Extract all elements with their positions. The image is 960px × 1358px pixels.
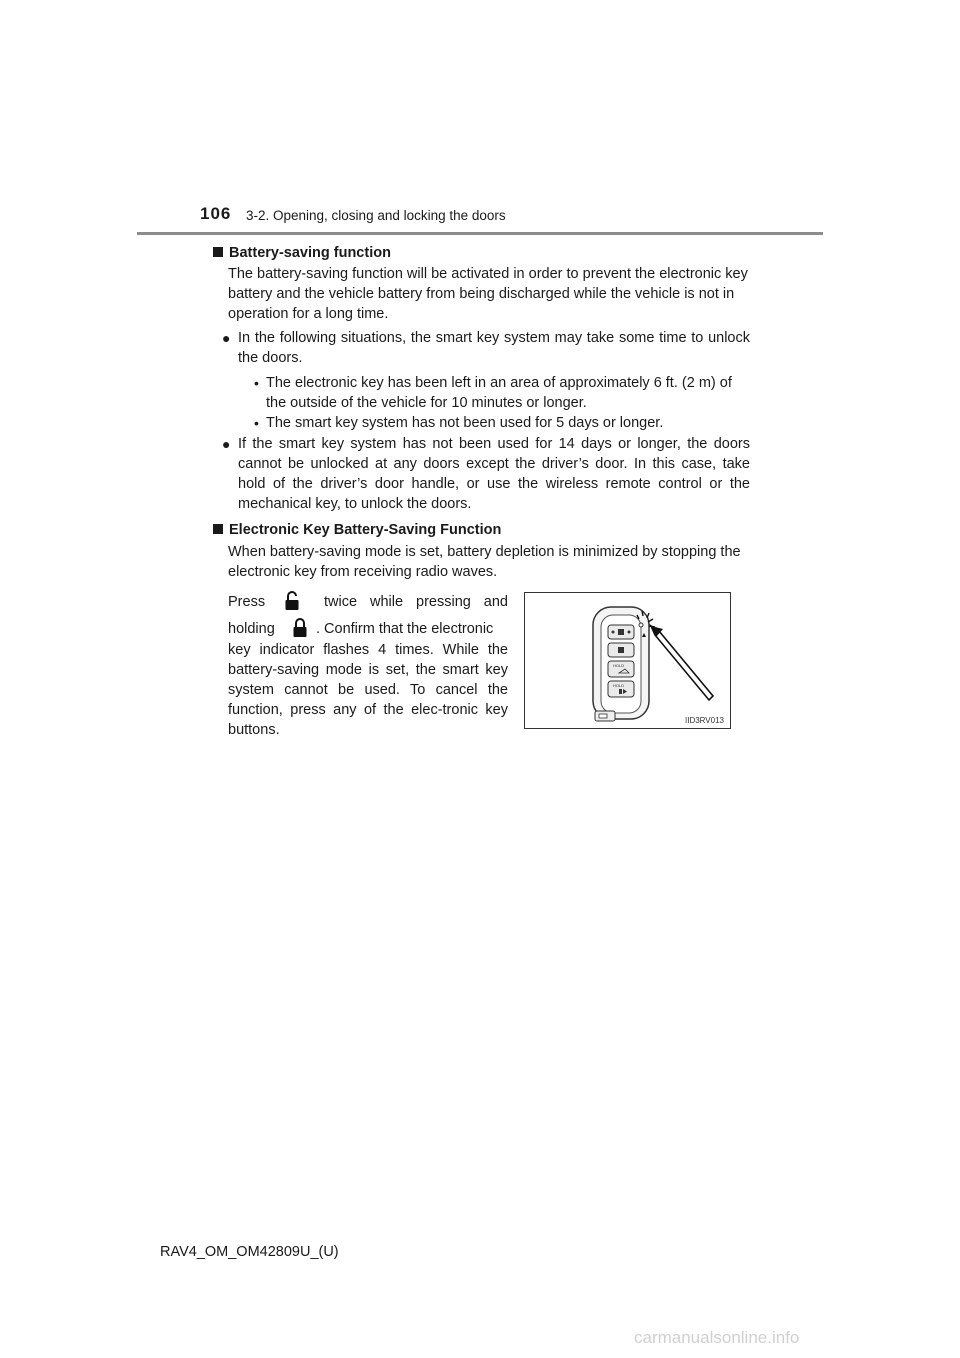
battery-saving-heading: Battery-saving function: [213, 243, 391, 263]
section-title: 3-2. Opening, closing and locking the doors: [246, 208, 506, 223]
hold-label-1: HOLD: [613, 663, 625, 668]
circle-bullet-icon: ●: [222, 436, 231, 452]
dot-bullet-icon: •: [254, 375, 259, 391]
dot-bullet-icon: •: [254, 415, 259, 431]
bullet-item-2: ● If the smart key system has not been used for 14 days or longer, the doors cannot be unlocked at any doors except the driver’s door. In this case, take hold of the driver’s door handle, or use the wireless remote control or the mechanical key, to unlock the doors.: [222, 436, 750, 512]
square-bullet-icon: [213, 247, 223, 257]
circle-bullet-icon: ●: [222, 330, 231, 346]
electronic-key-heading: Electronic Key Battery-Saving Function: [213, 520, 501, 540]
electronic-key-intro: When battery-saving mode is set, battery depletion is minimized by stopping the electronic key from receiving radio waves.: [228, 544, 741, 580]
header-rule: [137, 232, 823, 235]
holding-line: holding . Confirm that the electronic: [228, 619, 508, 641]
unlock-icon: [284, 590, 300, 618]
figure-id: IID3RV013: [685, 716, 724, 725]
bullet-item-1: ● In the following situations, the smart key system may take some time to unlock the doors.: [222, 330, 750, 366]
battery-saving-intro: The battery-saving function will be activated in order to prevent the electronic key battery and the vehicle battery from being discharged while the vehicle is not in operation for a long time.: [228, 266, 748, 322]
watermark: carmanualsonline.info: [634, 1328, 800, 1347]
document-code: RAV4_OM_OM42809U_(U): [160, 1244, 339, 1260]
sub-bullet-2: • The smart key system has not been used for 5 days or longer.: [254, 415, 664, 431]
hold-label-2: HOLD: [613, 683, 625, 688]
press-line: Press twice while pressing and: [228, 592, 508, 614]
square-bullet-icon: [213, 524, 223, 534]
smart-key-figure: [524, 592, 731, 729]
confirm-text: key indicator flashes 4 times. While the battery-saving mode is set, the smart key system cannot be used. To cancel the function, press any of the elec-tronic key buttons.: [228, 642, 508, 738]
smart-key-icon: [525, 593, 730, 728]
page-number: 106: [200, 204, 232, 223]
sub-bullet-1: • The electronic key has been left in an area of approximately 6 ft. (2 m) of the outside of the vehicle for 10 minutes or longer.: [254, 375, 732, 411]
